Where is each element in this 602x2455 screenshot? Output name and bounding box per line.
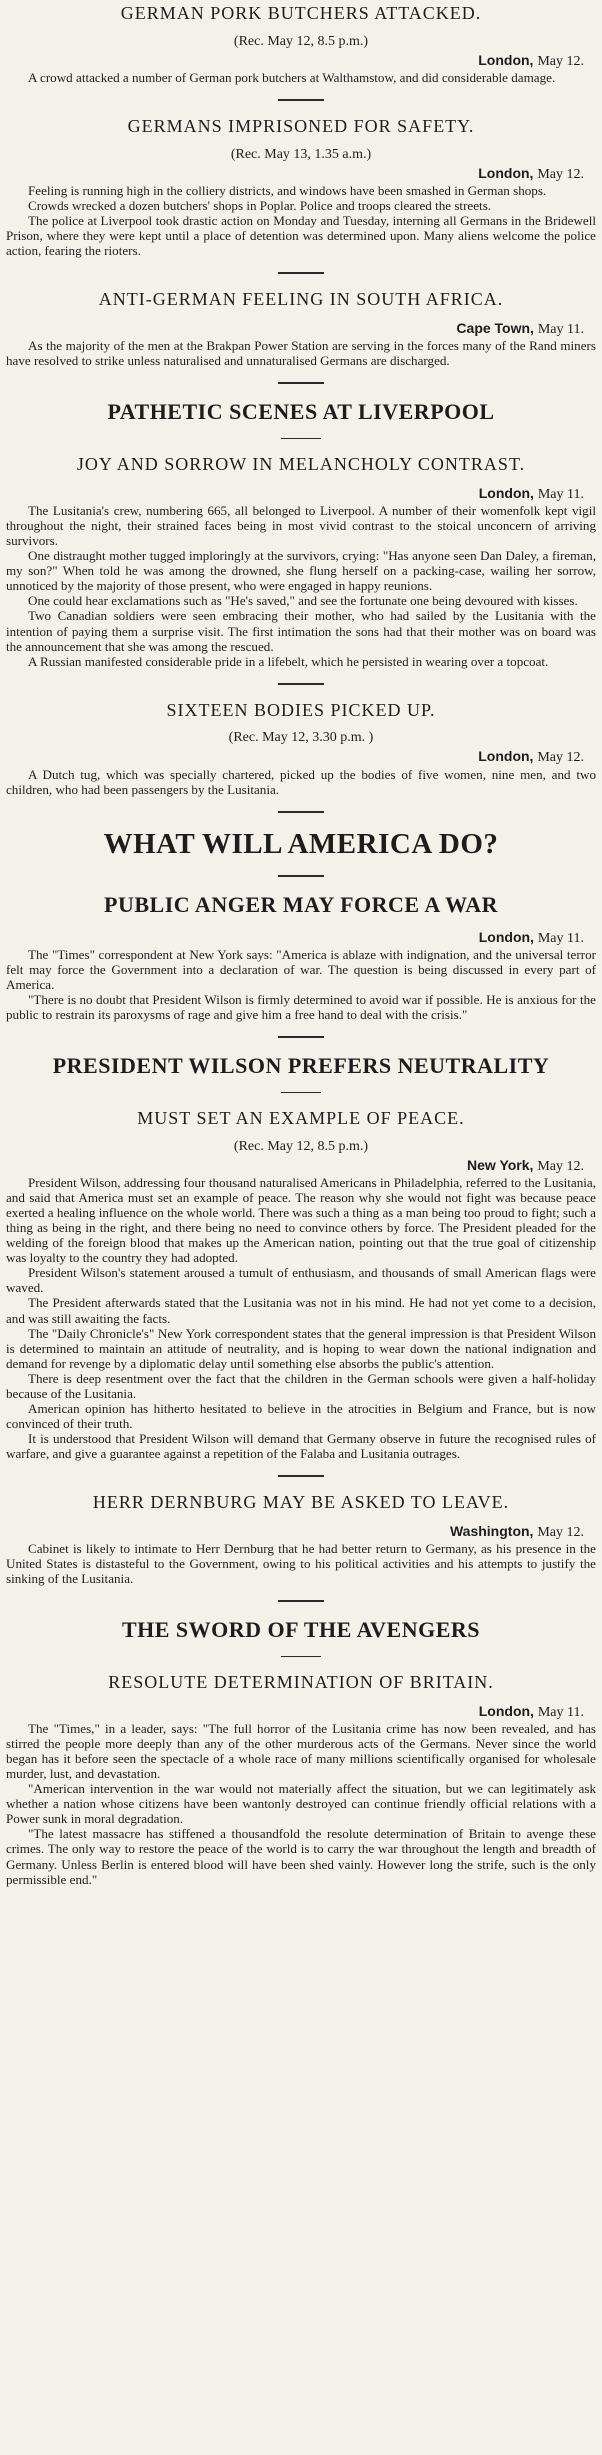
divider	[278, 1036, 324, 1038]
dateline	[6, 1703, 584, 1721]
article-paragraph: The Lusitania's crew, numbering 665, all belonged to Liverpool. A number of their womenfolk kept vigil throughout the night, their strained faces being in most vivid contrast to the stoical unconcern of arriving survivors.	[6, 503, 596, 549]
subheadline: JOY AND SORROW IN MELANCHOLY CONTRAST.	[76, 454, 526, 475]
dateline-date: May 12.	[537, 1524, 584, 1540]
dateline-place: London,	[478, 51, 534, 68]
article-pork-butchers	[6, 4, 596, 85]
article-sword-avengers	[6, 1618, 596, 1887]
article-paragraph: A Russian manifested considerable pride in a lifebelt, which he persisted in wearing over a topcoat.	[28, 653, 549, 669]
divider	[278, 272, 324, 274]
dateline-date: May 11.	[537, 487, 584, 503]
divider	[281, 438, 321, 439]
article-liverpool	[6, 400, 596, 669]
article-germans-imprisoned	[6, 117, 596, 258]
dateline-place: New York,	[467, 1157, 534, 1174]
received-time: (Rec. May 13, 1.35 a.m.)	[230, 146, 372, 162]
dateline	[6, 929, 584, 947]
headline: GERMANS IMPRISONED FOR SAFETY.	[127, 115, 475, 136]
dateline	[6, 52, 584, 70]
divider	[278, 811, 324, 813]
divider	[278, 875, 324, 877]
headline: HERR DERNBURG MAY BE ASKED TO LEAVE.	[92, 1492, 510, 1512]
article-paragraph: The President afterwards stated that the Lusitania was not in his mind. He had not yet come to a decision, and was still awaiting the facts.	[6, 1295, 596, 1326]
dateline-place: Cape Town,	[456, 319, 534, 336]
headline: ANTI-GERMAN FEELING IN SOUTH AFRICA.	[98, 289, 504, 310]
dateline	[6, 748, 584, 766]
article-paragraph: "The latest massacre has stiffened a thousandfold the resolute determination of Britain to avenge these crimes. The only way to restore the peace of the world is to carry the war throughout the length and breadth of Germany. Unless Berlin is entered blood will have been shed vainly. However long the strife, such is the only permissible end."	[6, 1826, 596, 1887]
article-south-africa	[6, 290, 596, 368]
dateline-place: London,	[478, 164, 534, 181]
received-time: (Rec. May 12, 3.30 p.m. )	[228, 730, 374, 746]
dateline-date: May 11.	[537, 1705, 584, 1721]
dateline-date: May 11.	[537, 930, 584, 946]
headline: PUBLIC ANGER MAY FORCE A WAR	[104, 891, 498, 917]
headline: SIXTEEN BODIES PICKED UP.	[166, 699, 436, 720]
dateline-date: May 12.	[537, 53, 584, 69]
received-time: (Rec. May 12, 8.5 p.m.)	[233, 33, 369, 49]
subheadline: RESOLUTE DETERMINATION OF BRITAIN.	[108, 1672, 494, 1693]
article-paragraph: Feeling is running high in the colliery districts, and windows have been smashed in German shops.	[28, 182, 547, 198]
divider	[278, 382, 324, 384]
article-paragraph: It is understood that President Wilson will demand that Germany observe in future the recognised rules of warfare, and give a guarantee against a repetition of the Falaba and Lusitania outrages.	[6, 1430, 596, 1461]
divider	[281, 1092, 321, 1093]
article-public-anger	[6, 893, 596, 1023]
article-paragraph: A Dutch tug, which was specially chartered, picked up the bodies of five women, nine men, and two children, who had been passengers by the Lusitania.	[6, 766, 596, 797]
dateline-place: London,	[478, 1703, 534, 1720]
headline: GERMAN PORK BUTCHERS ATTACKED.	[120, 3, 482, 23]
article-paragraph: President Wilson, addressing four thousand naturalised Americans in Philadelphia, referred to the Lusitania, and said that America must set an example of peace. The reason why she would not fight was because peace exerted a healing influence on the whole world. There was such a thing as a man being too proud to fight; such a thing as being in the right, and there being no need to convince others by force. The President pleaded for the welding of the foreign blood that makes up the American nation, pointing out that the true goal of citizenship was loyalty to the country they had adopted.	[6, 1175, 596, 1266]
headline: PRESIDENT WILSON PREFERS NEUTRALITY	[52, 1053, 550, 1079]
article-paragraph: American opinion has hitherto hesitated to believe in the atrocities in Belgium and France, but is now convinced of their truth.	[6, 1400, 596, 1431]
article-wilson-neutrality	[6, 1054, 596, 1461]
article-paragraph: "American intervention in the war would not materially affect the situation, but we can legitimately ask whether a nation whose citizens have been wantonly destroyed can continue friendly official relations with a Power sunk in moral degradation.	[6, 1781, 596, 1827]
dateline	[6, 485, 584, 503]
article-paragraph: Crowds wrecked a dozen butchers' shops in Poplar. Police and troops cleared the streets.	[28, 197, 492, 213]
divider	[278, 683, 324, 685]
article-paragraph: "There is no doubt that President Wilson is firmly determined to avoid war if possible. He is anxious for the public to restrain its paroxysms of rage and give him a free hand to deal with the crisis."	[6, 991, 596, 1022]
dateline	[6, 1523, 584, 1541]
dateline-date: May 12.	[537, 750, 584, 766]
article-paragraph: The "Times" correspondent at New York says: "America is ablaze with indignation, and the universal terror felt may force the Government into a declaration of war. The question is being discussed in every part of America.	[6, 946, 596, 992]
divider	[281, 1656, 321, 1657]
article-paragraph: Cabinet is likely to intimate to Herr Dernburg that he had better return to Germany, as his presence in the United States is distasteful to the Government, owing to his political activities and his attempts to justify the sinking of the Lusitania.	[6, 1540, 596, 1586]
article-paragraph: The "Times," in a leader, says: "The full horror of the Lusitania crime has now been revealed, and has stirred the people more deeply than any of the other murderous acts of the Germans. Never since the world began has it before seen the spectacle of a whole race of many millions scientifically organised for wholesale murder, lust, and devastation.	[6, 1721, 596, 1782]
dateline-date: May 12.	[537, 1159, 584, 1175]
divider	[278, 1475, 324, 1477]
article-paragraph: There is deep resentment over the fact that the children in the German schools were given a half-holiday because of the Lusitania.	[6, 1370, 596, 1401]
article-paragraph: One distraught mother tugged imploringly at the survivors, crying: "Has anyone seen Dan Daley, a fireman, my son?" When told he was among the drowned, she flung herself on a packing-case, wailing her sorrow, unnoticed by the majority of those present, who were engaged in happy reunions.	[6, 548, 596, 594]
main-headline: WHAT WILL AMERICA DO?	[103, 827, 499, 860]
article-dernburg	[6, 1493, 596, 1586]
subheadline: MUST SET AN EXAMPLE OF PEACE.	[137, 1108, 465, 1129]
divider	[278, 1600, 324, 1602]
dateline	[6, 1157, 584, 1175]
article-paragraph: The police at Liverpool took drastic action on Monday and Tuesday, interning all Germans in the Bridewell Prison, where they were kept until a place of detention was determined upon. Many aliens welcome the police action, fearing the rioters.	[6, 212, 596, 259]
article-paragraph: President Wilson's statement aroused a tumult of enthusiasm, and thousands of small American flags were waved.	[6, 1265, 596, 1296]
headline: THE SWORD OF THE AVENGERS	[121, 1617, 481, 1643]
headline: PATHETIC SCENES AT LIVERPOOL	[107, 399, 495, 425]
article-paragraph: Two Canadian soldiers were seen embracing their mother, who had sailed by the Lusitania with the intention of paying them a surprise visit. The first intimation the sons had that their mother was on board was the announcement that she was among the rescued.	[6, 608, 596, 654]
dateline-place: London,	[478, 485, 534, 502]
article-paragraph: As the majority of the men at the Brakpan Power Station are serving in the forces many of the Rand miners have resolved to strike unless naturalised and unnaturalised Germans are discharged.	[6, 337, 596, 368]
received-time: (Rec. May 12, 8.5 p.m.)	[233, 1139, 369, 1155]
dateline	[6, 165, 584, 183]
dateline-date: May 12.	[537, 166, 584, 182]
dateline	[6, 320, 584, 338]
dateline-place: London,	[478, 748, 534, 765]
article-sixteen-bodies	[6, 701, 596, 797]
dateline-place: Washington,	[449, 1522, 534, 1539]
divider	[278, 99, 324, 101]
article-paragraph: One could hear exclamations such as "He's saved," and see the fortunate one being devoured with kisses.	[28, 593, 578, 609]
dateline-date: May 11.	[537, 321, 584, 337]
dateline-place: London,	[478, 928, 534, 945]
article-paragraph: The "Daily Chronicle's" New York correspondent states that the general impression is that President Wilson is determined to maintain an attitude of neutrality, and is hoping to wear down the national indignation and demand for revenge by a diplomatic delay until something else absorbs the public's attention.	[6, 1325, 596, 1371]
article-paragraph: A crowd attacked a number of German pork butchers at Walthamstow, and did considerable damage.	[28, 69, 556, 85]
